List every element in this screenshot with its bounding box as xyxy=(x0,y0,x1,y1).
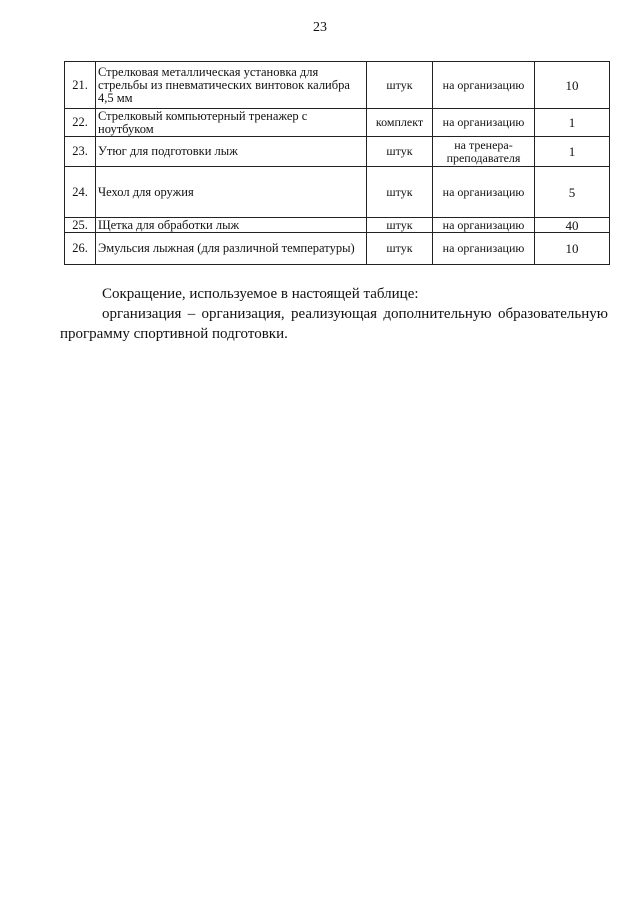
quantity: 10 xyxy=(535,62,610,109)
calculation-unit: на тренера-преподавателя xyxy=(433,137,535,167)
unit-of-measure: штук xyxy=(367,167,433,218)
item-name: Щетка для обработки лыж xyxy=(96,218,367,233)
quantity: 5 xyxy=(535,167,610,218)
unit-of-measure: комплект xyxy=(367,109,433,137)
item-name: Чехол для оружия xyxy=(96,167,367,218)
row-number: 22. xyxy=(65,109,96,137)
abbreviation-heading: Сокращение, используемое в настоящей таблице: xyxy=(102,286,419,302)
table-row xyxy=(65,233,610,265)
unit-of-measure: штук xyxy=(367,218,433,233)
table-row xyxy=(65,109,610,137)
table-row xyxy=(65,62,610,109)
unit-of-measure: штук xyxy=(367,137,433,167)
calculation-unit: на организацию xyxy=(433,109,535,137)
unit-of-measure: штук xyxy=(367,233,433,265)
calculation-unit: на организацию xyxy=(433,62,535,109)
equipment-table xyxy=(64,61,610,265)
item-name: Эмульсия лыжная (для различной температуры) xyxy=(96,233,367,265)
calculation-unit: на организацию xyxy=(433,167,535,218)
row-number: 23. xyxy=(65,137,96,167)
quantity: 1 xyxy=(535,137,610,167)
calculation-unit: на организацию xyxy=(433,233,535,265)
item-name: Стрелковая металлическая установка для стрельбы из пневматических винтовок калибра 4,5 мм xyxy=(96,62,367,109)
item-name: Утюг для подготовки лыж xyxy=(96,137,367,167)
calculation-unit: на организацию xyxy=(433,218,535,233)
quantity: 40 xyxy=(535,218,610,233)
row-number: 21. xyxy=(65,62,96,109)
table-row xyxy=(65,137,610,167)
row-number: 26. xyxy=(65,233,96,265)
row-number: 24. xyxy=(65,167,96,218)
row-number: 25. xyxy=(65,218,96,233)
item-name: Стрелковый компьютерный тренажер с ноутбуком xyxy=(96,109,367,137)
quantity: 10 xyxy=(535,233,610,265)
unit-of-measure: штук xyxy=(367,62,433,109)
abbreviation-definition: организация – организация, реализующая дополнительную образовательную программу спортивной подготовки. xyxy=(60,306,608,342)
table-row xyxy=(65,167,610,218)
quantity: 1 xyxy=(535,109,610,137)
page-number: 23 xyxy=(313,20,327,35)
table-row xyxy=(65,218,610,233)
